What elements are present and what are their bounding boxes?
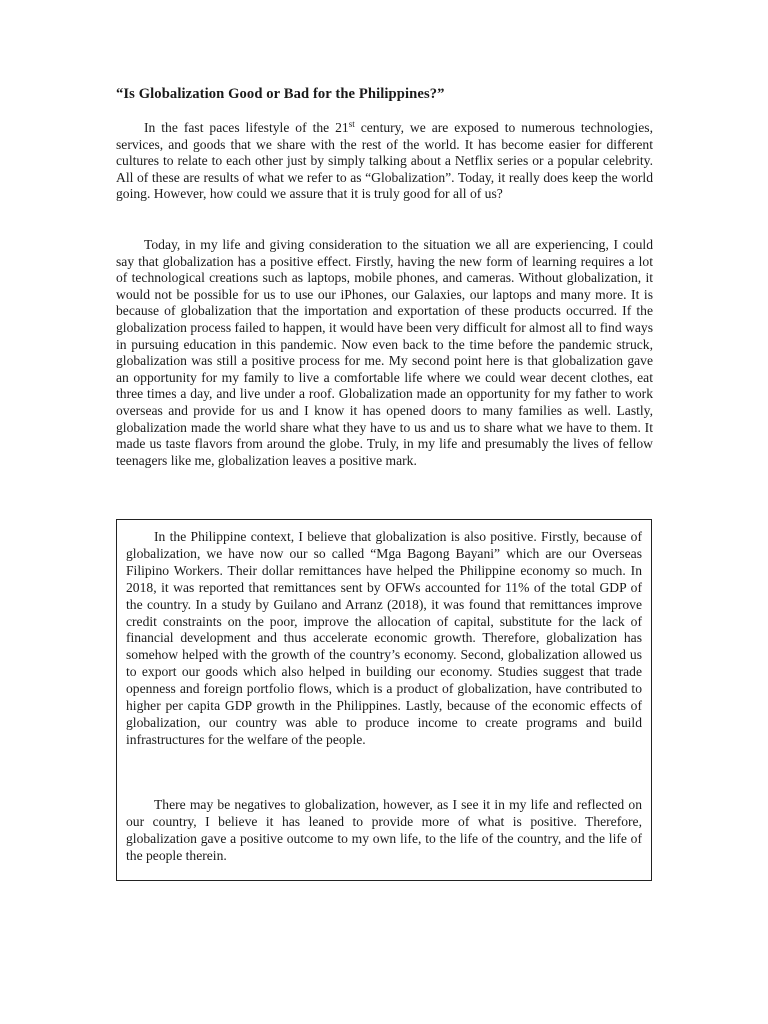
essay-title: “Is Globalization Good or Bad for the Philippines?” <box>116 86 445 102</box>
personal-effects-paragraph: Today, in my life and giving consideration to the situation we all are experiencing, I could say that globalization has a positive effect. Firstly, having the new form of learning requires a lot of technological creations such as laptops, mobile phones, and cameras. Without globalization, it would not be possible for us to use our iPhones, our Galaxies, our laptops and many more. It is because of globalization that the importation and exportation of these products occurred. If the globalization process failed to happen, it would have been very difficult for almost all to find ways in pursuing education in this pandemic. Now even back to the time before the pandemic struck, globalization was still a positive process for me. My second point here is that globalization gave an opportunity for my family to live a comfortable life where we could wear decent clothes, eat three times a day, and live under a roof. Globalization made an opportunity for my father to work overseas and provide for us and I know it has opened doors to many families as well. Lastly, globalization made the world share what they have to us and us to share what we have to them. It made us taste flavors from around the globe. Truly, in my life and presumably the lives of fellow teenagers like me, globalization leaves a positive mark. <box>116 237 653 468</box>
conclusion-paragraph: There may be negatives to globalization, however, as I see it in my life and reflected on our country, I believe it has leaned to provide more of what is positive. Therefore, globalization gave a positive outcome to my own life, to the life of the country, and the life of the people therein. <box>126 797 642 863</box>
intro-text-rest: century, we are exposed to numerous technologies, services, and goods that we share with the rest of the world. It has become easier for different cultures to relate to each other just by simply talking about a Netflix series or a popular celebrity. All of these are results of what we refer to as “Globalization”. Today, it really does keep the world going. However, how could we assure that it is truly good for all of us? <box>116 120 653 202</box>
intro-paragraph <box>116 120 653 203</box>
bordered-text-box <box>116 519 652 881</box>
intro-text-start: In the fast paces lifestyle of the 21 <box>144 120 349 135</box>
ordinal-superscript: st <box>348 119 355 129</box>
philippine-context-paragraph: In the Philippine context, I believe that globalization is also positive. Firstly, because of globalization, we have now our so called “Mga Bagong Bayani” which are our Overseas Filipino Workers. Their dollar remittances have helped the Philippine economy so much. In 2018, it was reported that remittances sent by OFWs accounted for 11% of the total GDP of the country. In a study by Guilano and Arranz (2018), it was found that remittances improve credit constraints on the poor, improve the allocation of capital, substitute for the lack of financial development and thus accelerate economic growth. Therefore, globalization has somehow helped with the growth of the country’s economy. Second, globalization allowed us to export our goods which also helped in building our economy. Studies suggest that trade openness and foreign portfolio flows, which is a product of globalization, have contributed to higher per capita GDP growth in the Philippines. Lastly, because of the economic effects of globalization, our country was able to produce income to create programs and build infrastructures for the welfare of the people. <box>126 529 642 747</box>
